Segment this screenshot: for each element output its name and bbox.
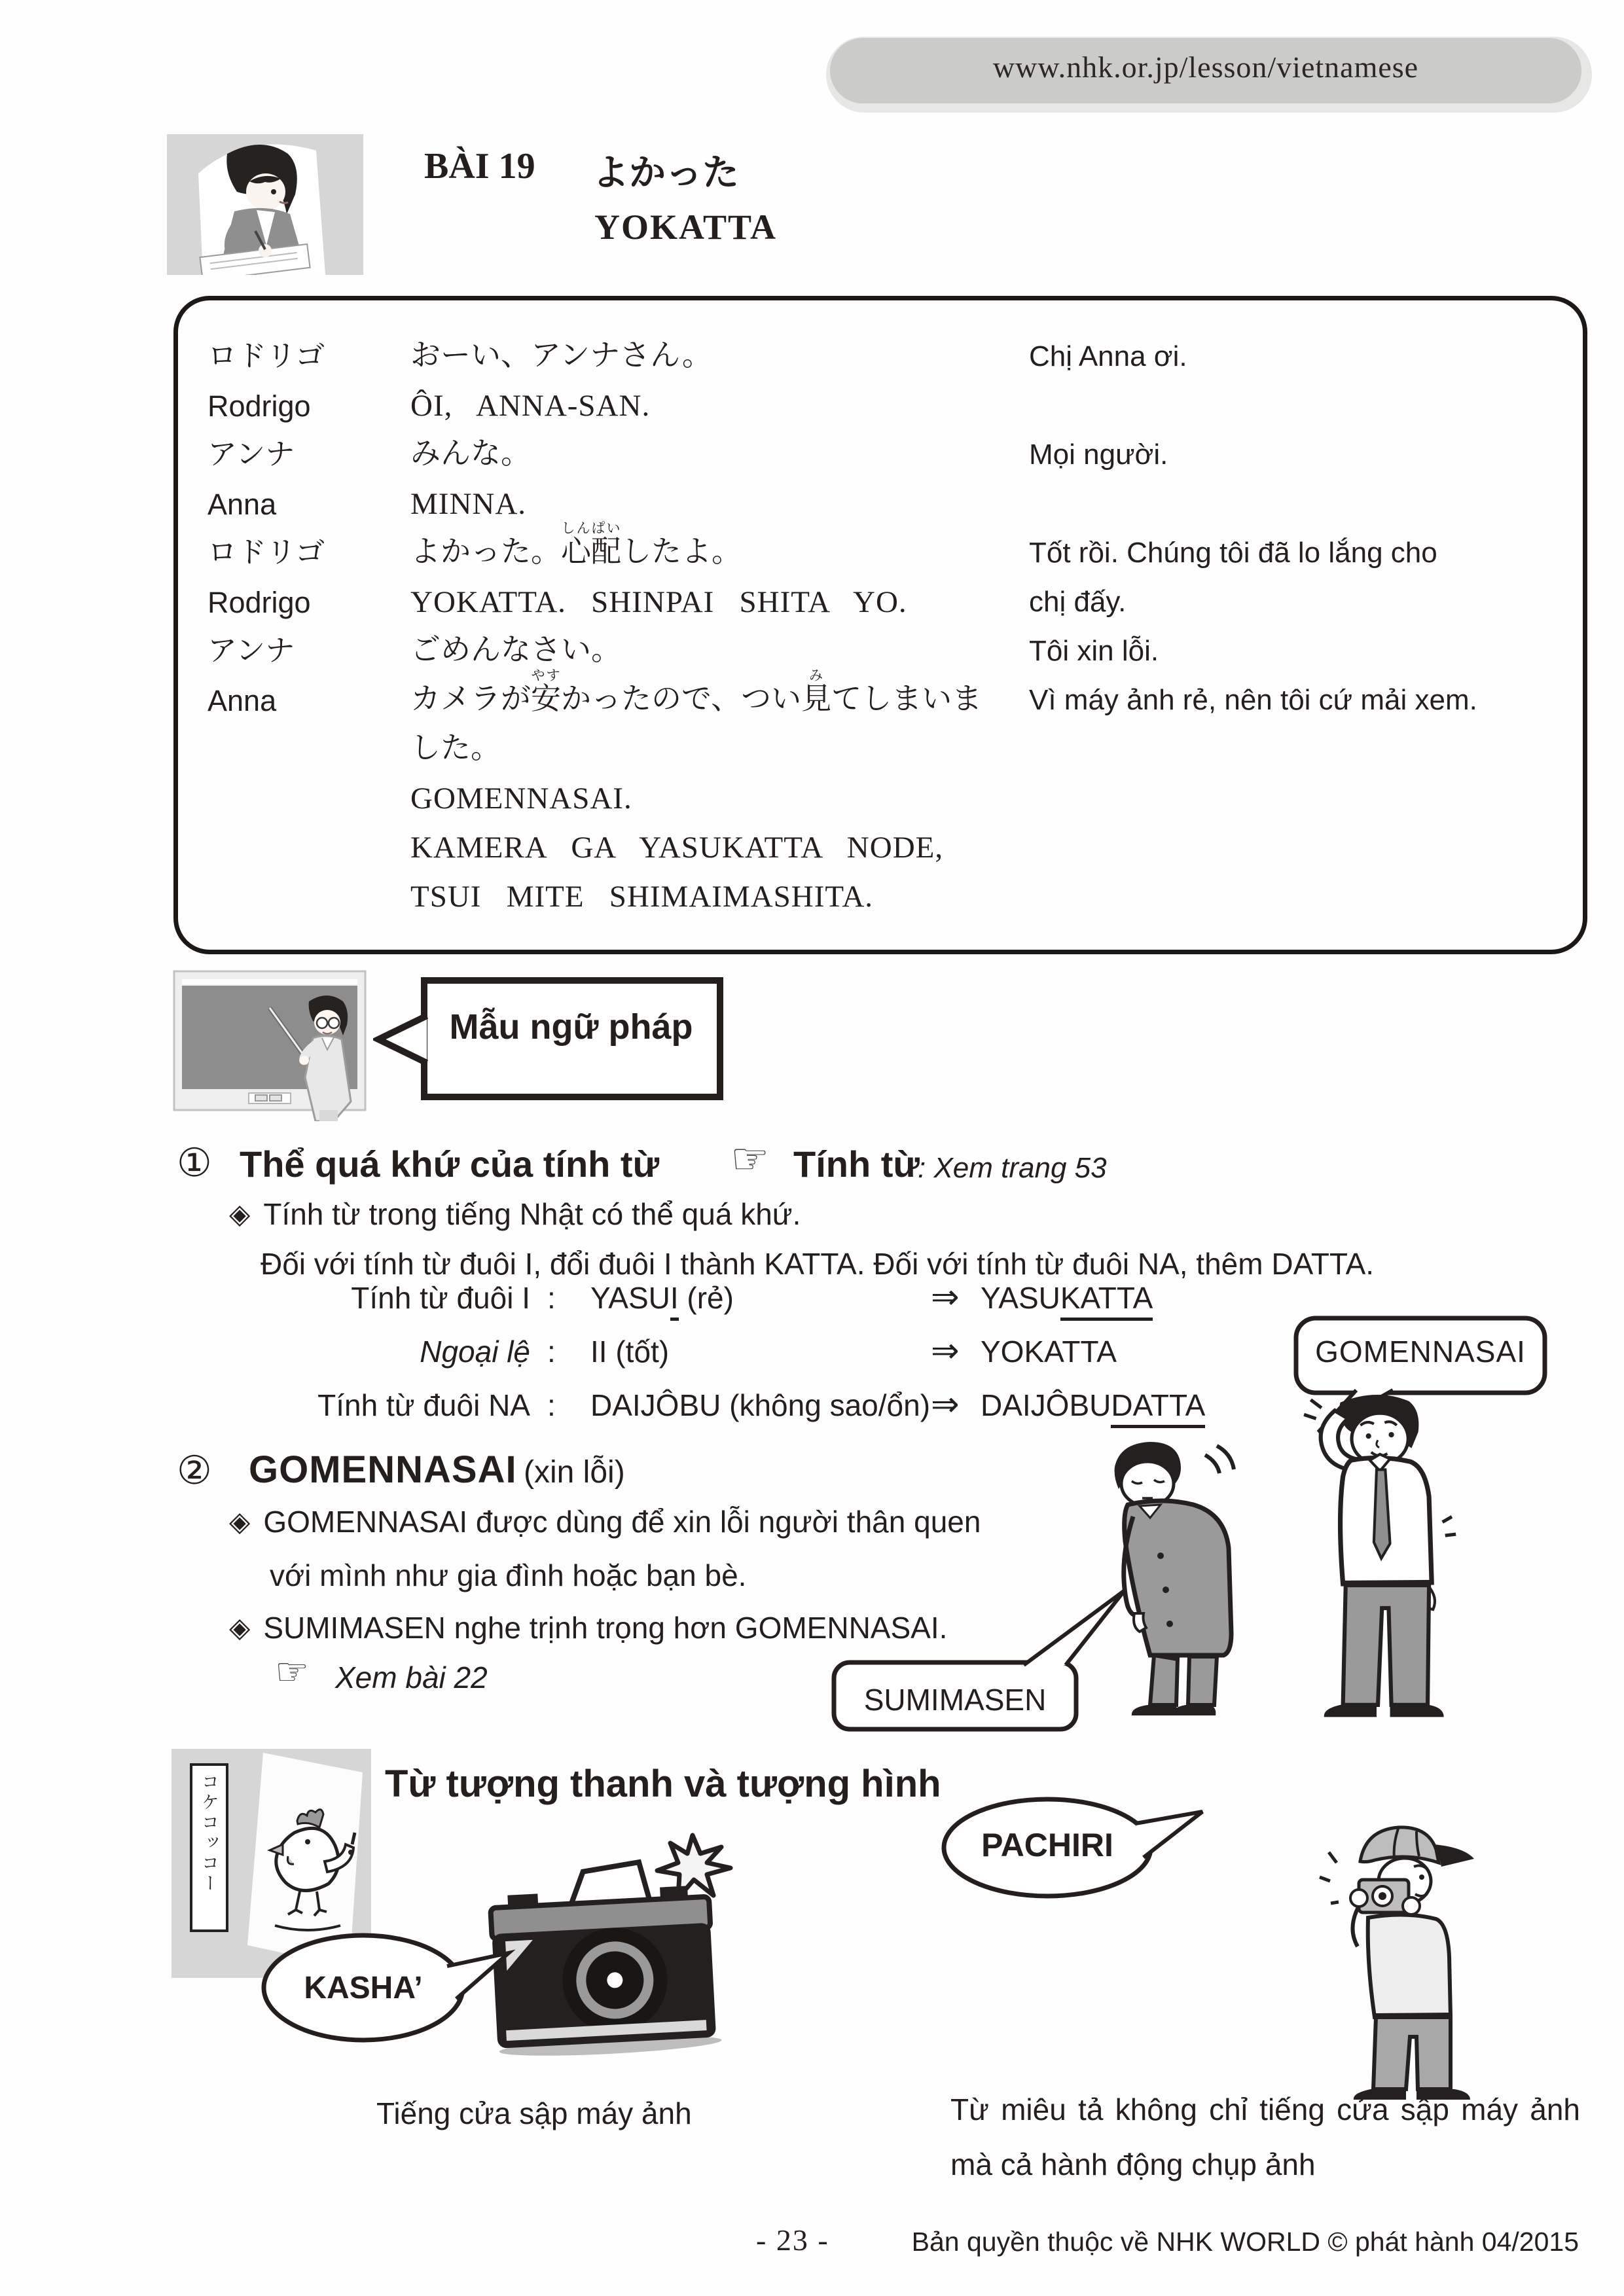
pachiri-speech-bubble bbox=[939, 1792, 1214, 1907]
sumimasen-label: SUMIMASEN bbox=[863, 1683, 1047, 1717]
grammar-result: DAIJÔBUDATTA bbox=[981, 1388, 1205, 1423]
grammar-label: Tính từ đuôi NA bbox=[317, 1388, 530, 1422]
dialog-vietnamese: Tôi xin lỗi. bbox=[1029, 635, 1159, 667]
section1-title: Thể quá khứ của tính từ bbox=[240, 1143, 660, 1185]
dialog-text: みんな。 bbox=[410, 436, 531, 470]
dialog-speaker: Rodrigo bbox=[208, 586, 311, 619]
grammar-result: YOKATTA bbox=[981, 1335, 1117, 1369]
arrow-icon: ⇒ bbox=[931, 1278, 960, 1316]
boy-photographer-illustration bbox=[1276, 1818, 1525, 2100]
section1-bullet1 bbox=[229, 1196, 801, 1232]
gomennasai-label: GOMENNASAI bbox=[1315, 1335, 1526, 1369]
grammar-callout-bubble bbox=[373, 975, 730, 1103]
section2-bullet1-cont: với mình như gia đình hoặc bạn bè. bbox=[270, 1558, 747, 1592]
dialog-text: YOKATTA. SHINPAI SHITA YO. bbox=[410, 585, 907, 619]
dialog-row bbox=[178, 431, 1583, 480]
dialog-speaker: Anna bbox=[208, 684, 277, 717]
grammar-example: II (tốt) bbox=[590, 1335, 670, 1369]
dialog-row bbox=[178, 579, 1583, 628]
pointing-hand-icon: ☞ bbox=[275, 1651, 309, 1693]
chicken-cry-bubble: コケコッコー bbox=[190, 1763, 228, 1932]
arrow-icon: ⇒ bbox=[931, 1332, 960, 1370]
dialog-row bbox=[178, 668, 1583, 726]
dialog-speaker: ロドリゴ bbox=[208, 535, 325, 569]
grammar-colon: : bbox=[547, 1335, 556, 1369]
dialog-box bbox=[173, 296, 1587, 954]
dialog-row bbox=[178, 824, 1583, 873]
grammar-label: Tính từ đuôi I bbox=[351, 1281, 530, 1315]
section2-bullet1 bbox=[229, 1504, 981, 1539]
dialog-text: GOMENNASAI. bbox=[410, 781, 632, 816]
lesson-title-romaji: YOKATTA bbox=[594, 207, 778, 247]
dialog-text: TSUI MITE SHIMAIMASHITA. bbox=[410, 880, 874, 914]
dialog-text: カメラが安やすかったので、つい見みてしまいま bbox=[410, 668, 983, 715]
section3-title: Từ tượng thanh và tượng hình bbox=[385, 1763, 941, 1805]
page-number: - 23 - bbox=[756, 2223, 829, 2257]
dialog-speaker: ロドリゴ bbox=[208, 339, 325, 372]
pointing-hand-icon: ☞ bbox=[731, 1134, 770, 1183]
section2-bullet2-text: SUMIMASEN nghe trịnh trọng hơn GOMENNASAI. bbox=[263, 1611, 948, 1645]
arrow-icon: ⇒ bbox=[931, 1386, 960, 1424]
grammar-result: YASUKATTA bbox=[981, 1280, 1153, 1316]
grammar-example: DAIJÔBU (không sao/ổn) bbox=[590, 1388, 931, 1422]
dialog-text: ÔI, ANNA-SAN. bbox=[410, 389, 651, 423]
grammar-colon: : bbox=[547, 1388, 556, 1422]
caption-pachiri-line2: mà cả hành động chụp ảnh bbox=[950, 2147, 1316, 2181]
dialog-row bbox=[178, 480, 1583, 529]
lesson-title-japanese: よかった bbox=[592, 152, 739, 193]
dialog-speaker: アンナ bbox=[208, 437, 295, 471]
dialog-row bbox=[178, 521, 1583, 579]
diamond-bullet-icon: ◈ bbox=[229, 1506, 251, 1537]
url-banner bbox=[826, 37, 1592, 113]
lesson-number: BÀI 19 bbox=[424, 146, 535, 187]
section1-ref-label: Tính từ bbox=[793, 1143, 920, 1185]
dialog-vietnamese: Tốt rồi. Chúng tôi đã lo lắng cho bbox=[1029, 537, 1437, 569]
section2-bullet1-text: GOMENNASAI được dùng để xin lỗi người thân quen bbox=[263, 1505, 981, 1539]
dialog-text: MINNA. bbox=[410, 487, 527, 521]
diamond-bullet-icon: ◈ bbox=[229, 1612, 251, 1643]
section1-ref-note: : Xem trang 53 bbox=[918, 1152, 1107, 1184]
kasha-label: KASHA’ bbox=[304, 1971, 423, 2005]
dialog-vietnamese: chị đấy. bbox=[1029, 586, 1127, 618]
dialog-row bbox=[178, 726, 1583, 775]
dialog-text: ごめんなさい。 bbox=[410, 632, 621, 666]
dialog-row bbox=[178, 873, 1583, 922]
section1-rule: Đối với tính từ đuôi I, đổi đuôi I thành KATTA. Đối với tính từ đuôi NA, thêm DATTA. bbox=[261, 1247, 1375, 1281]
dialog-text: した。 bbox=[410, 730, 501, 764]
grammar-callout-label: Mẫu ngữ pháp bbox=[449, 1007, 693, 1047]
pachiri-label: PACHIRI bbox=[981, 1827, 1113, 1863]
section2-ref: Xem bài 22 bbox=[335, 1660, 488, 1695]
caption-kasha: Tiếng cửa sập máy ảnh bbox=[376, 2096, 692, 2130]
section2-title: GOMENNASAI bbox=[249, 1448, 517, 1491]
grammar-example: YASUI (rẻ) bbox=[590, 1280, 734, 1316]
sumimasen-speech-bubble bbox=[829, 1583, 1143, 1736]
grammar-label: Ngoại lệ bbox=[420, 1335, 530, 1369]
section1-number: ① bbox=[177, 1141, 212, 1185]
teacher-blackboard-illustration bbox=[171, 967, 368, 1121]
dialog-text: KAMERA GA YASUKATTA NODE, bbox=[410, 831, 944, 865]
dialog-rows bbox=[178, 300, 1583, 950]
lesson-url: www.nhk.or.jp/lesson/vietnamese bbox=[992, 50, 1419, 84]
url-banner-inner bbox=[830, 38, 1581, 103]
section1-bullet1-text: Tính từ trong tiếng Nhật có thể quá khứ. bbox=[263, 1197, 801, 1231]
dialog-text: よかった。心配しんぱいしたよ。 bbox=[410, 521, 742, 568]
dialog-row bbox=[178, 382, 1583, 431]
dialog-row bbox=[178, 333, 1583, 382]
caption-pachiri-line1: Từ miêu tả không chỉ tiếng cửa sập máy ảnh bbox=[950, 2092, 1580, 2126]
head-scratching-man-illustration bbox=[1275, 1382, 1478, 1759]
dialog-vietnamese: Mọi người. bbox=[1029, 439, 1168, 471]
dialog-row bbox=[178, 775, 1583, 824]
dialog-speaker: Rodrigo bbox=[208, 389, 311, 423]
dialog-vietnamese: Vì máy ảnh rẻ, nên tôi cứ mải xem. bbox=[1029, 684, 1477, 716]
dialog-speaker: Anna bbox=[208, 488, 277, 521]
diamond-bullet-icon: ◈ bbox=[229, 1198, 251, 1229]
dialog-text: おーい、アンナさん。 bbox=[410, 338, 712, 372]
grammar-colon: : bbox=[547, 1281, 556, 1315]
section2-title-note: (xin lỗi) bbox=[524, 1455, 625, 1490]
kasha-speech-bubble bbox=[259, 1926, 520, 2053]
copyright-notice: Bản quyền thuộc về NHK WORLD © phát hành 04/2015 bbox=[911, 2227, 1579, 2257]
section2-number: ② bbox=[177, 1448, 212, 1492]
dialog-vietnamese: Chị Anna ơi. bbox=[1029, 340, 1187, 372]
girl-writing-illustration bbox=[167, 134, 363, 275]
dialog-speaker: アンナ bbox=[208, 634, 295, 667]
